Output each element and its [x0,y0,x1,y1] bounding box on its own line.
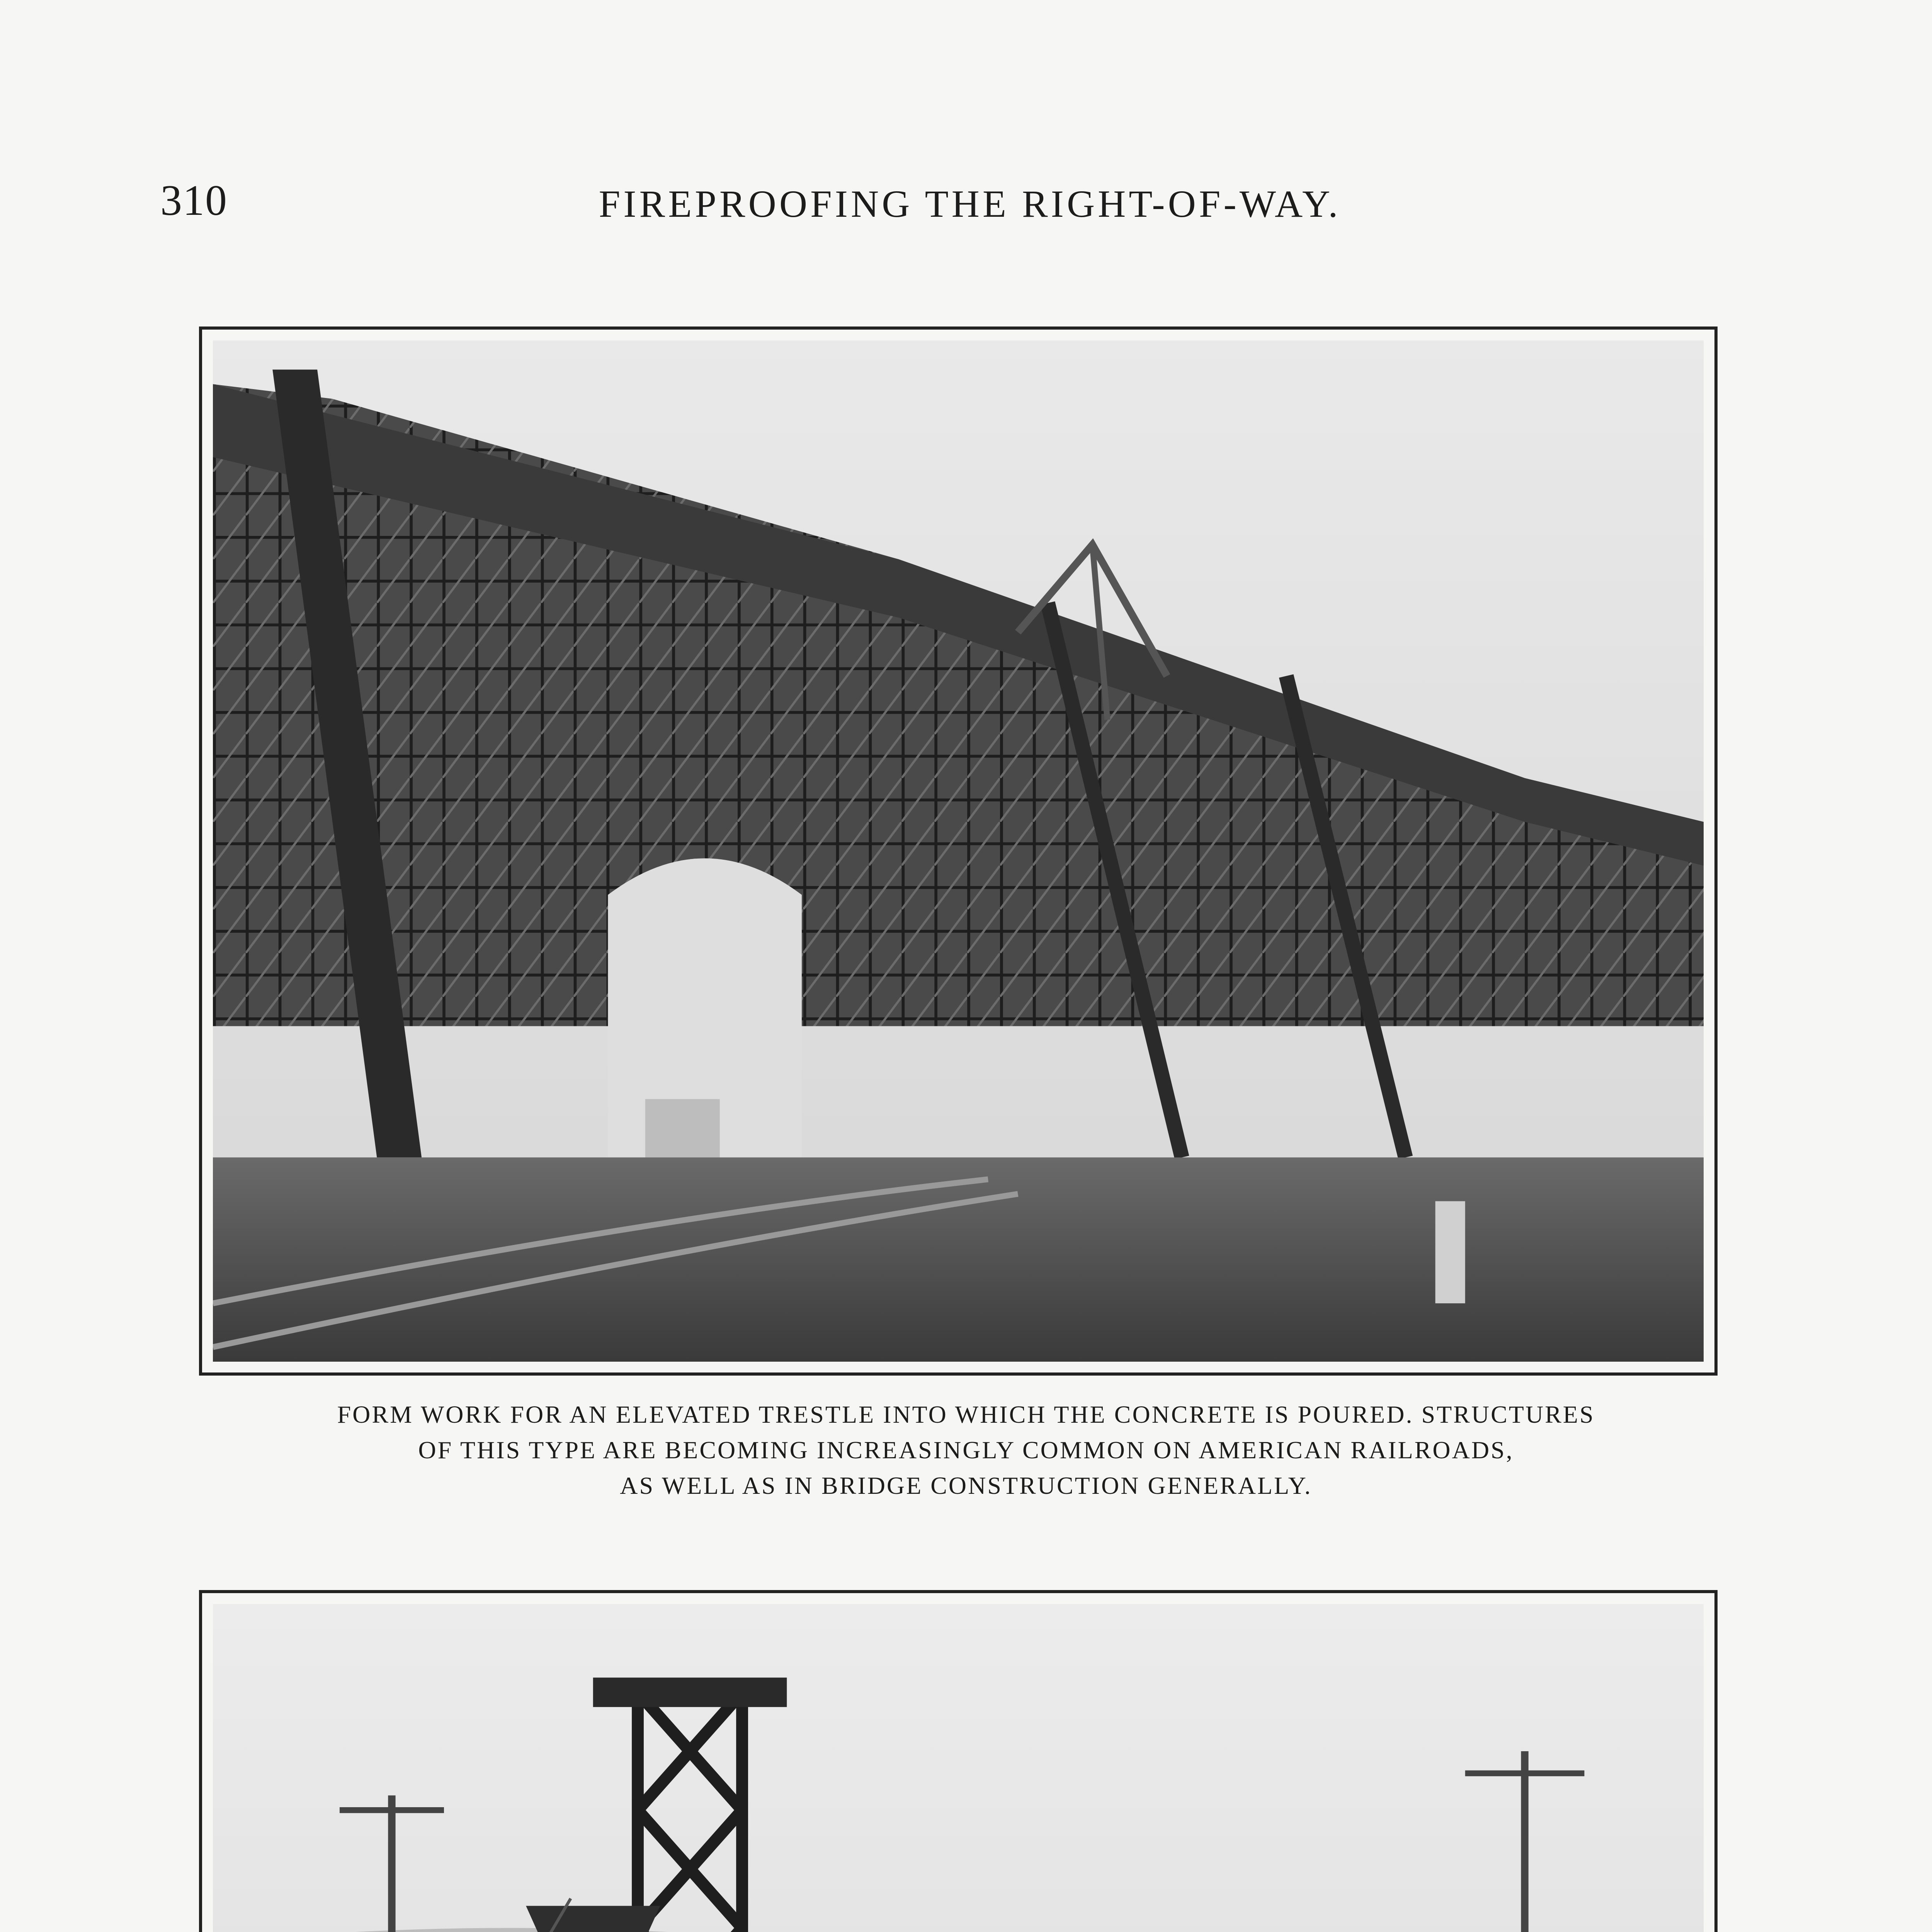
caption-trestle [182,1397,1750,1503]
page-number: 310 [160,177,228,224]
running-head: FIREPROOFING THE RIGHT-OF-WAY. [599,182,1341,225]
photo-frame-piling [199,1590,1718,1932]
trestle-illustration [213,340,1704,1362]
trestle-formwork-photo [213,340,1704,1362]
photo-frame-trestle [199,327,1718,1376]
concrete-piling-photo [213,1604,1704,1932]
caption-line: FORM WORK FOR AN ELEVATED TRESTLE INTO WHICH THE CONCRETE IS POURED. STRUCTURES [337,1401,1595,1428]
caption-line: AS WELL AS IN BRIDGE CONSTRUCTION GENERALLY. [620,1472,1312,1499]
caption-line: OF THIS TYPE ARE BECOMING INCREASINGLY COMMON ON AMERICAN RAILROADS, [418,1436,1514,1464]
piling-illustration [213,1604,1704,1932]
